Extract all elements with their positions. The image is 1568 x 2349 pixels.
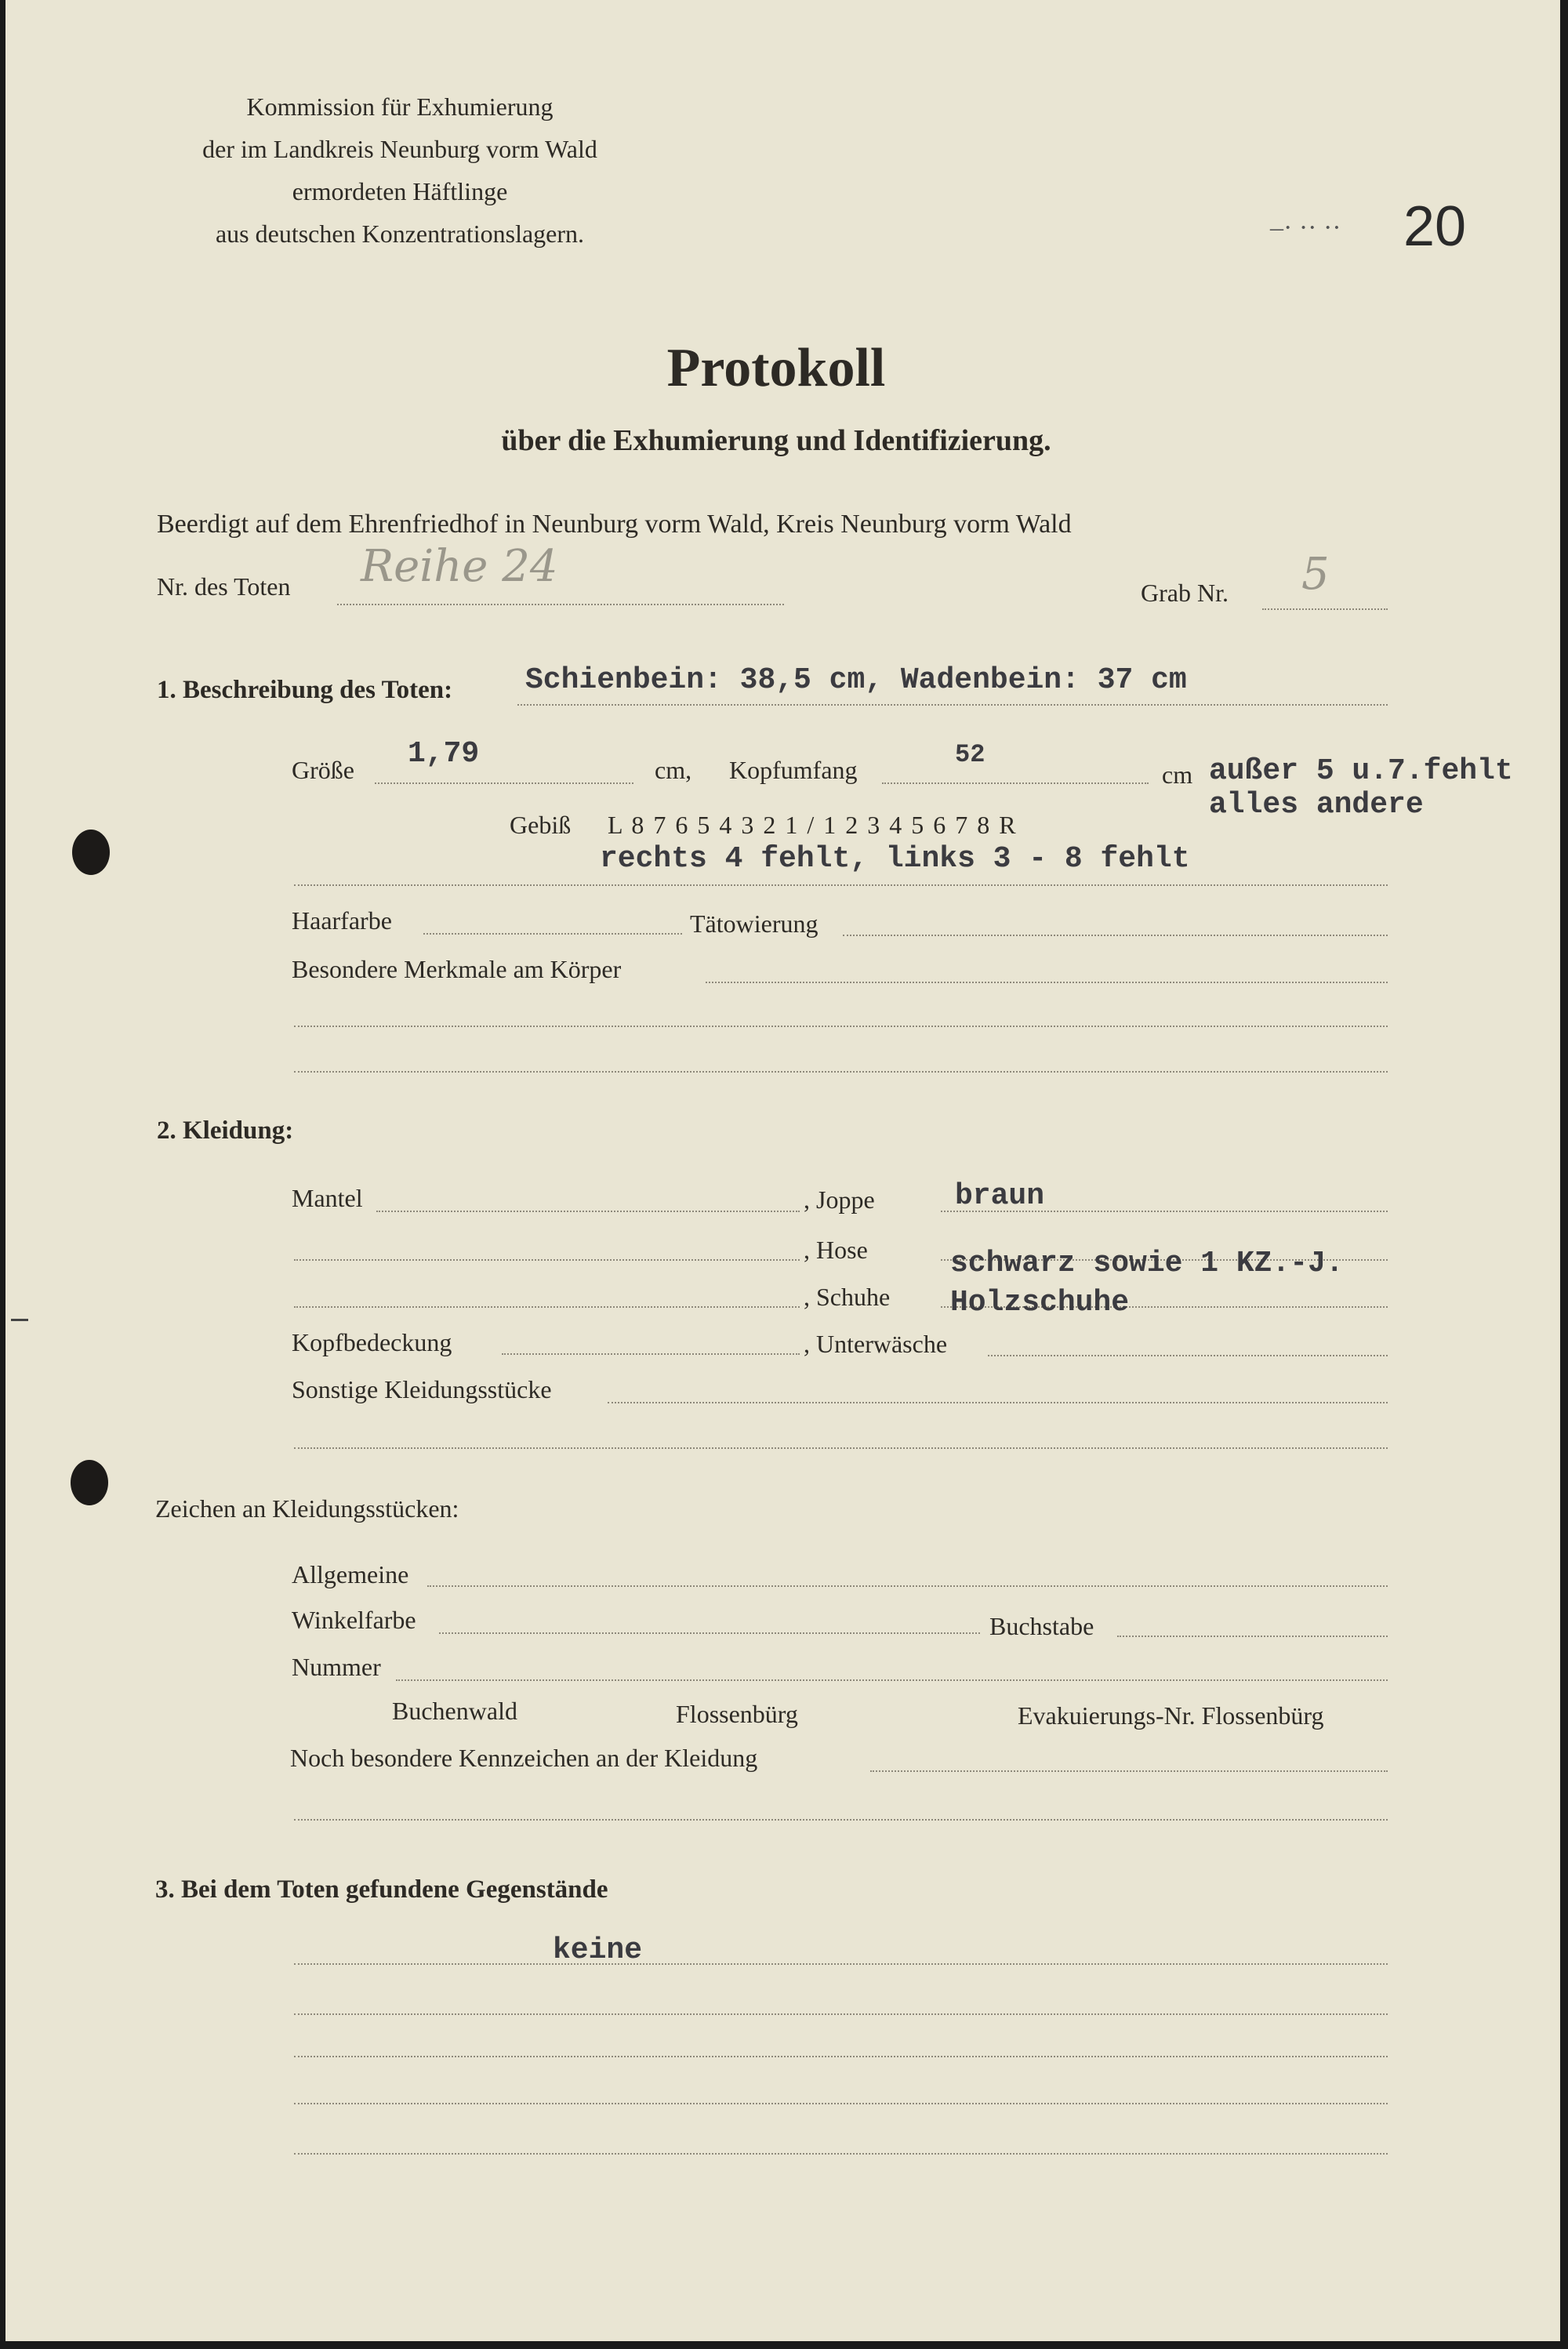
- shoes-label: , Schuhe: [804, 1283, 891, 1311]
- bone-measurements: Schienbein: 38,5 cm, Wadenbein: 37 cm: [525, 663, 1187, 697]
- head-circumference-label: Kopfumfang: [729, 756, 858, 784]
- grave-no-value: 5: [1301, 549, 1330, 600]
- other-clothing-line-1: [608, 1402, 1388, 1403]
- special-marks-label: Noch besondere Kennzeichen an der Kleidung: [290, 1744, 758, 1772]
- height-value: 1,79: [408, 737, 480, 771]
- header-line-4: aus deutschen Konzentrationslagern.: [215, 220, 585, 248]
- special-marks-line-2: [294, 1819, 1388, 1821]
- marks-label: Besondere Merkmale am Körper: [292, 955, 622, 983]
- document-title: Protokoll: [666, 338, 886, 398]
- headwear-label: Kopfbedeckung: [292, 1328, 452, 1356]
- burial-text: Beerdigt auf dem Ehrenfriedhof in Neunburg vorm Wald, Kreis Neunburg vorm Wald: [157, 510, 1072, 539]
- head-line: [882, 782, 1149, 784]
- grave-no-label: Grab Nr.: [1141, 579, 1229, 607]
- header-line-2: der im Landkreis Neunburg vorm Wald: [202, 135, 597, 163]
- letter-line: [1117, 1636, 1388, 1637]
- jacket-value: braun: [955, 1179, 1045, 1213]
- shoes-left-line: [294, 1306, 800, 1308]
- other-clothing-label: Sonstige Kleidungsstücke: [292, 1375, 552, 1403]
- coat-label: Mantel: [292, 1184, 363, 1212]
- section1-heading: 1. Beschreibung des Toten:: [157, 676, 453, 704]
- hair-color-label: Haarfarbe: [292, 906, 392, 935]
- punch-hole-lower: [71, 1460, 108, 1505]
- underwear-label: , Unterwäsche: [804, 1330, 948, 1358]
- tattoo-line: [843, 935, 1388, 936]
- marks-line-1: [706, 982, 1388, 983]
- coat-line: [376, 1211, 800, 1212]
- other-clothing-line-2: [294, 1447, 1388, 1449]
- marks-line-2: [294, 1026, 1388, 1027]
- hair-line: [423, 933, 682, 935]
- general-line: [427, 1585, 1388, 1587]
- general-label: Allgemeine: [292, 1560, 409, 1588]
- underwear-line: [988, 1355, 1388, 1356]
- header-line-1: Kommission für Exhumierung: [246, 93, 554, 121]
- margin-mark: [11, 1319, 28, 1321]
- buchenwald-label: Buchenwald: [392, 1697, 517, 1725]
- height-label: Größe: [292, 756, 354, 784]
- tattoo-label: Tätowierung: [690, 909, 818, 938]
- faint-stamp-mark: –· ·· ··: [1270, 213, 1341, 242]
- trousers-value: schwarz sowie 1 KZ.-J.: [950, 1247, 1344, 1280]
- description-line: [517, 704, 1388, 706]
- found-items-line-4: [294, 2103, 1388, 2104]
- teeth-note-1: außer 5 u.7.fehlt: [1209, 754, 1513, 788]
- letter-label: Buchstabe: [989, 1612, 1094, 1640]
- teeth-label: Gebiß: [510, 811, 572, 839]
- angle-color-line: [439, 1632, 980, 1634]
- trousers-left-line: [294, 1259, 800, 1261]
- clothing-marks-heading: Zeichen an Kleidungsstücken:: [155, 1494, 459, 1523]
- dead-no-line: [337, 604, 784, 605]
- special-marks-line-1: [870, 1770, 1388, 1772]
- teeth-value: rechts 4 fehlt, links 3 - 8 fehlt: [600, 842, 1190, 876]
- page-number: 20: [1403, 195, 1467, 258]
- found-items-line-1: [294, 1963, 1388, 1965]
- document-subtitle: über die Exhumierung und Identifizierung.: [501, 424, 1051, 457]
- trousers-label: , Hose: [804, 1236, 868, 1264]
- dead-no-label: Nr. des Toten: [157, 572, 291, 601]
- jacket-label: , Joppe: [804, 1185, 875, 1214]
- section2-heading: 2. Kleidung:: [157, 1116, 294, 1145]
- found-items-line-2: [294, 2013, 1388, 2015]
- found-items-line-5: [294, 2153, 1388, 2155]
- scan-edge-bottom: [0, 2341, 1568, 2349]
- number-label: Nummer: [292, 1653, 381, 1681]
- cm-unit-1: cm,: [655, 756, 692, 784]
- shoes-value: Holzschuhe: [950, 1286, 1130, 1320]
- evacuation-no-label: Evakuierungs-Nr. Flossenbürg: [1018, 1701, 1324, 1730]
- punch-hole-upper: [72, 830, 110, 875]
- headwear-line: [502, 1353, 800, 1355]
- flossenburg-label: Flossenbürg: [676, 1700, 798, 1728]
- scan-edge-right: [1560, 0, 1568, 2349]
- dead-no-value: Reihe 24: [361, 541, 558, 592]
- teeth-line: [294, 884, 1388, 886]
- angle-color-label: Winkelfarbe: [292, 1606, 416, 1634]
- height-line: [375, 782, 633, 784]
- cm-unit-2: cm: [1162, 761, 1193, 789]
- marks-line-3: [294, 1071, 1388, 1073]
- found-items-value: keine: [553, 1933, 643, 1967]
- head-circumference-value: 52: [955, 740, 985, 769]
- found-items-line-3: [294, 2056, 1388, 2057]
- header-line-3: ermordeten Häftlinge: [292, 177, 508, 205]
- grave-no-line: [1262, 608, 1388, 610]
- teeth-chart: L 8 7 6 5 4 3 2 1 / 1 2 3 4 5 6 7 8 R: [608, 811, 1018, 839]
- number-line: [396, 1679, 1388, 1681]
- section3-heading: 3. Bei dem Toten gefundene Gegenstände: [155, 1875, 608, 1904]
- teeth-note-2: alles andere: [1209, 788, 1424, 822]
